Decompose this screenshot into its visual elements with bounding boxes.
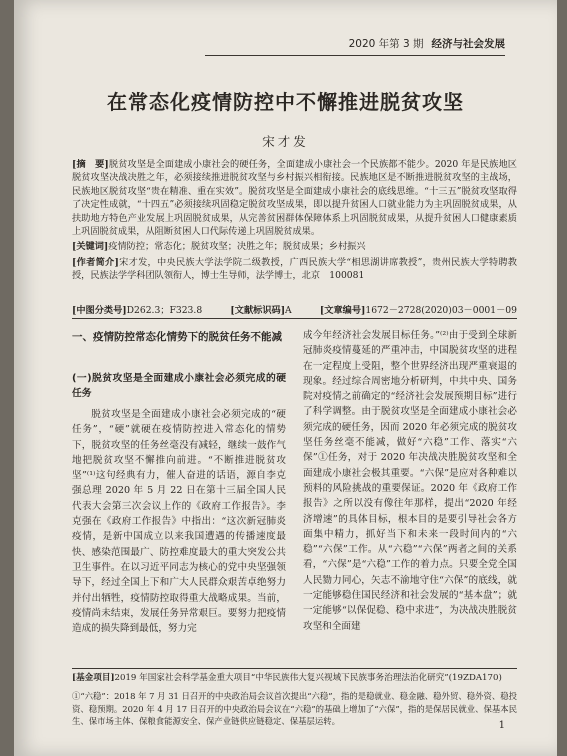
author-intro-text: 宋才发，中央民族大学法学院二级教授，广西民族大学“相思湖讲席教授”，贵州民族大学特聘教授，民族法学学科团队领衔人，博士生导师，法学博士，北京 100081 (72, 256, 517, 282)
running-head (205, 36, 505, 56)
footnote: ①“六稳”：2018 年 7 月 31 日召开的中央政治局会议首次提出“六稳”，指的是稳就业、稳金融、稳外贸、稳外资、稳投资、稳预期。2020 年 4 月 17 日召开的中央政治局会议在“六稳”的基础上增加了“六保”，指的是保居民就业、保基本民生、保市场主体、保粮食能源安全、保产业链供应链稳定、保基层运转。 (72, 691, 517, 726)
body-paragraph: 脱贫攻坚是全面建成小康社会必须完成的“硬任务”，“硬”就硬在疫情防控进入常态化的情势下，脱贫攻坚的任务丝毫没有减轻，继续一鼓作气地把脱贫攻坚不懈推向前进。“不断推进脱贫攻坚”⁽¹⁾这句经典有力，催人奋进的话语，源自李克强总理 2020 年 5 月 22 日在第十三届全国人民代表大会第三次会议上作的《政府工作报告》。李克强在《政府工作报告》中指出：“这次新冠肺炎疫情，是新中国成立以来我国遭遇的传播速度最快、感染范围最广、防控难度最大的重大突发公共卫生事件。在以习近平同志为核心的党中央坚强领导下，经过全国上下和广大人民群众艰苦卓绝努力并付出牺牲，疫情防控取得重大战略成果。当前，疫情尚未结束，发展任务异常艰巨。要努力把疫情造成的损失降到最低，努力完 (72, 409, 286, 635)
doc-id: [文献标识码]A (230, 305, 292, 316)
fund-label: [基金项目] (72, 673, 115, 683)
divider (72, 318, 517, 319)
keywords-text: 疫情防控；常态化；脱贫攻坚；决胜之年；脱贫成果；乡村振兴 (108, 241, 366, 253)
subsection-heading: (一)脱贫攻坚是全面建成小康社会必须完成的硬任务 (72, 373, 286, 399)
issue-label: 2020 年第 3 期 (348, 38, 424, 50)
author-intro-label: [作者简介] (72, 256, 119, 268)
section-heading: 一、疫情防控常态化情势下的脱贫任务不能减 (72, 331, 282, 343)
author-name: 宋才发 (262, 134, 309, 149)
body-column-left (72, 328, 286, 636)
journal-page (14, 0, 557, 756)
page-number: 1 (498, 720, 505, 731)
keywords (72, 240, 517, 253)
keywords-label: [关键词] (72, 241, 109, 253)
article-title: 在常态化疫情防控中不懈推进脱贫攻坚 (107, 90, 464, 114)
article-id: [文章编号]1672－2728(2020)03－0001－09 (319, 305, 517, 316)
abstract-text: 脱贫攻坚是全面建成小康社会的硬任务，全面建成小康社会一个民族都不能少。2020 年是民族地区脱贫攻坚决战决胜之年，必须接续推进脱贫攻坚与乡村振兴相衔接。民族地区是不断推进脱贫攻坚的主战场，民族地区脱贫攻坚“贵在精准、重在实效”。脱贫攻坚是全面建成小康社会的底线思维。“十三五”脱贫攻坚取得了决定性成就，“十四五”必须接续巩固稳定脱贫攻坚成果，即以提升贫困人口就业能力为主巩固脱贫成果，从扶助地方特色产业发展上巩固脱贫成果，从完善贫困群体保障体系上巩固脱贫成果，从提升贫困人口健康素质上巩固脱贫成果，从阻断贫困人口代际传递上巩固脱贫成果。 (72, 159, 517, 238)
clc-id: [中图分类号]D262.3；F323.8 (72, 305, 203, 316)
fund-text: 2019 年国家社会科学基金重大项目“中华民族伟大复兴视域下民族事务治理法治化研究”(19ZDA170) (114, 673, 502, 683)
fund-note (72, 672, 517, 684)
abstract-block (72, 158, 517, 283)
section-label: 经济与社会发展 (431, 38, 505, 50)
body-column-right (303, 328, 517, 634)
abstract-label: [摘 要] (72, 159, 109, 170)
author-intro (72, 256, 517, 283)
divider (72, 668, 517, 669)
abstract (72, 158, 517, 238)
body-paragraph: 成今年经济社会发展目标任务。”⁽²⁾由于受到全球新冠肺炎疫情蔓延的严重冲击，中国脱贫攻坚的进程在一定程度上受阻，整个世界经济出现严重衰退的现象。经过综合周密地分析研判，中共中央、国务院对疫情之前确定的“经济社会发展预期目标”进行了科学调整。由于脱贫攻坚是全面建成小康社会必须完成的硬任务，因而 2020 年必须完成的脱贫攻坚任务丝毫不能减，做好“六稳”工作、落实“六保”①任务，对于 2020 年决战决胜脱贫攻坚和全面建成小康社会极其重要。“六保”是应对各种难以预料的风险挑战的重要保证。2020 年《政府工作报告》之所以没有像往年那样，提出“2020 年经济增速”的具体目标，根本目的是要引导社会各方面集中精力，抓好当下和未来一段时间内的“六稳”“六保”工作。从“六稳”“六保”两者之间的关系看，“六保”是“六稳”工作的着力点。只要全党全国人民勠力同心，矢志不渝地守住“六保”的底线，就一定能够稳住国民经济和社会发展的“基本盘”；就一定能够“以保促稳、稳中求进”，为决战决胜脱贫攻坚和全面建 (303, 330, 517, 632)
classification-ids (72, 302, 517, 316)
